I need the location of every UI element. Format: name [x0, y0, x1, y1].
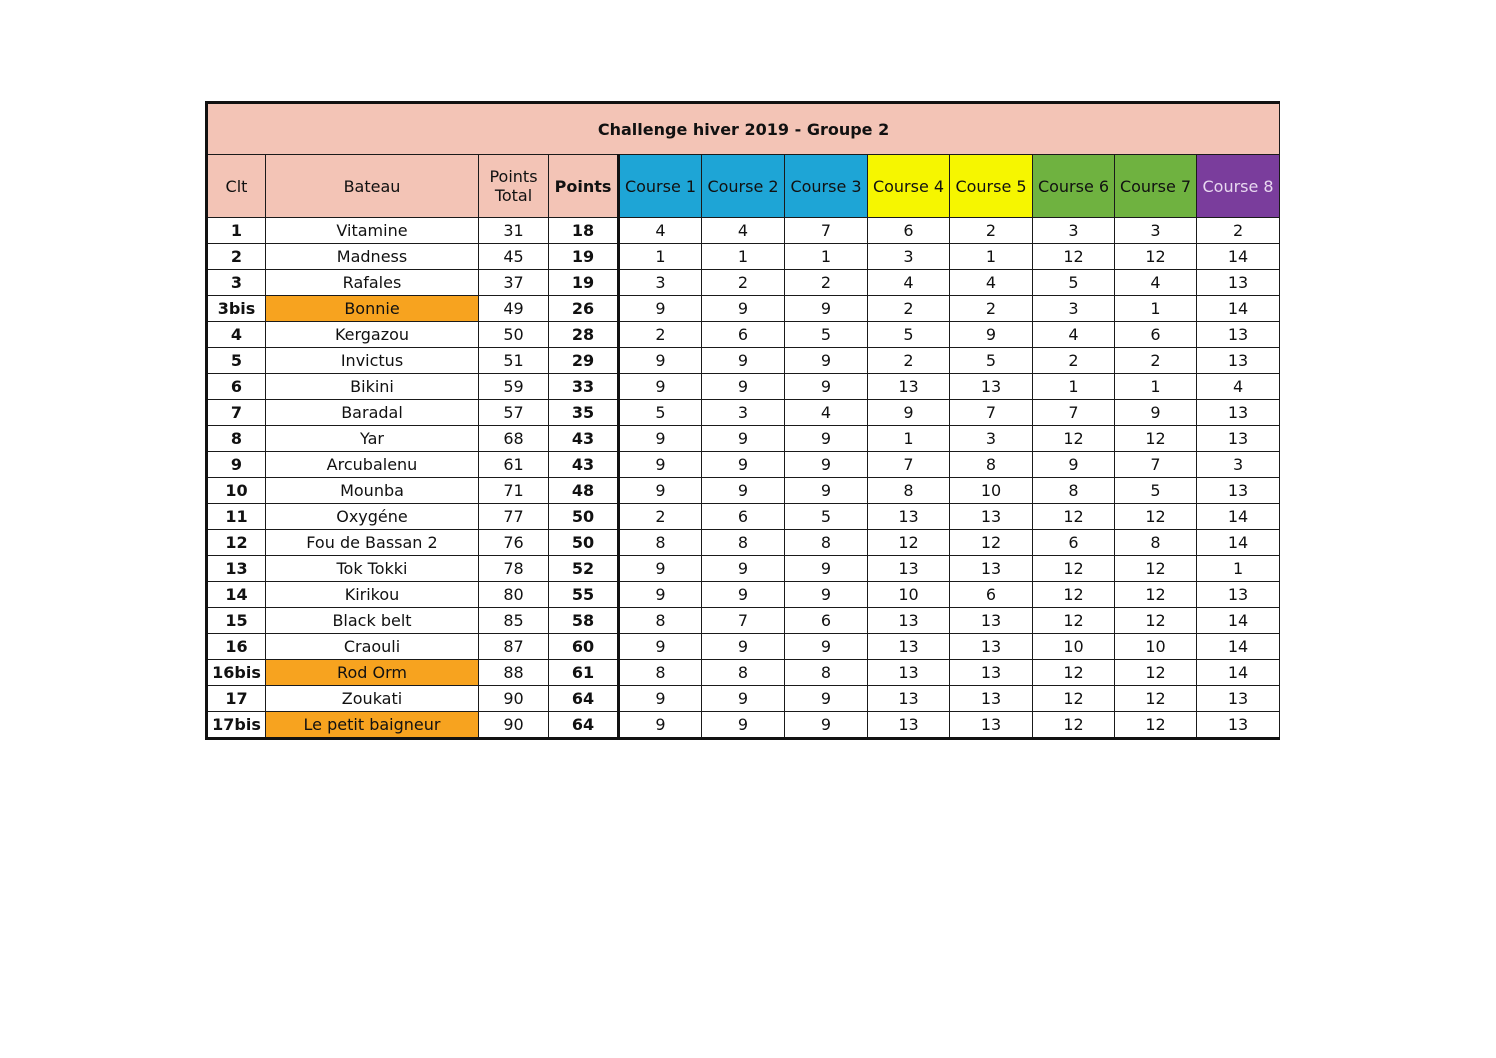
- course-1-cell: 2: [619, 322, 702, 348]
- course-5-cell: 8: [950, 452, 1033, 478]
- course-6-cell: 2: [1033, 348, 1115, 374]
- course-2-cell: 3: [702, 400, 785, 426]
- boat-name-cell: Bonnie: [266, 296, 479, 322]
- course-6-cell: 12: [1033, 582, 1115, 608]
- course-4-cell: 6: [868, 218, 950, 244]
- boat-name-cell: Fou de Bassan 2: [266, 530, 479, 556]
- course-1-cell: 1: [619, 244, 702, 270]
- course-5-cell: 13: [950, 660, 1033, 686]
- boat-name-cell: Kirikou: [266, 582, 479, 608]
- course-1-cell: 4: [619, 218, 702, 244]
- rank-cell: 6: [207, 374, 266, 400]
- results-table: [205, 101, 1280, 740]
- boat-name-cell: Zoukati: [266, 686, 479, 712]
- course-8-cell: 13: [1197, 400, 1280, 426]
- course-5-cell: 4: [950, 270, 1033, 296]
- header-clt[interactable]: Clt: [207, 155, 266, 218]
- course-6-cell: 4: [1033, 322, 1115, 348]
- boat-name-cell: Le petit baigneur: [266, 712, 479, 739]
- course-8-cell: 13: [1197, 712, 1280, 739]
- course-1-cell: 8: [619, 660, 702, 686]
- points-cell: 35: [549, 400, 619, 426]
- course-6-cell: 6: [1033, 530, 1115, 556]
- table-row: [207, 348, 1280, 374]
- course-1-cell: 9: [619, 712, 702, 739]
- course-8-cell: 14: [1197, 296, 1280, 322]
- course-8-cell: 13: [1197, 426, 1280, 452]
- course-4-cell: 2: [868, 296, 950, 322]
- points-total-cell: 37: [479, 270, 549, 296]
- rank-cell: 2: [207, 244, 266, 270]
- boat-name-cell: Kergazou: [266, 322, 479, 348]
- course-8-cell: 3: [1197, 452, 1280, 478]
- course-6-cell: 12: [1033, 712, 1115, 739]
- points-total-cell: 45: [479, 244, 549, 270]
- course-6-cell: 1: [1033, 374, 1115, 400]
- course-7-cell: 1: [1115, 374, 1197, 400]
- points-cell: 33: [549, 374, 619, 400]
- course-6-cell: 12: [1033, 244, 1115, 270]
- course-1-cell: 8: [619, 530, 702, 556]
- course-4-cell: 13: [868, 712, 950, 739]
- boat-name-cell: Mounba: [266, 478, 479, 504]
- rank-cell: 13: [207, 556, 266, 582]
- table-row: [207, 660, 1280, 686]
- rank-cell: 16: [207, 634, 266, 660]
- course-5-cell: 13: [950, 712, 1033, 739]
- course-8-cell: 14: [1197, 660, 1280, 686]
- course-3-cell: 4: [785, 400, 868, 426]
- course-6-cell: 8: [1033, 478, 1115, 504]
- course-8-cell: 1: [1197, 556, 1280, 582]
- course-3-cell: 6: [785, 608, 868, 634]
- course-3-cell: 5: [785, 504, 868, 530]
- course-1-cell: 9: [619, 348, 702, 374]
- rank-cell: 10: [207, 478, 266, 504]
- course-2-cell: 9: [702, 348, 785, 374]
- table-row: [207, 530, 1280, 556]
- course-5-cell: 9: [950, 322, 1033, 348]
- course-7-cell: 12: [1115, 426, 1197, 452]
- course-1-cell: 9: [619, 452, 702, 478]
- course-6-cell: 3: [1033, 218, 1115, 244]
- points-cell: 52: [549, 556, 619, 582]
- header-course-1[interactable]: Course 1: [619, 155, 702, 218]
- course-4-cell: 13: [868, 686, 950, 712]
- points-total-cell: 71: [479, 478, 549, 504]
- course-2-cell: 9: [702, 686, 785, 712]
- points-total-cell: 68: [479, 426, 549, 452]
- table-row: [207, 478, 1280, 504]
- course-7-cell: 3: [1115, 218, 1197, 244]
- course-5-cell: 2: [950, 218, 1033, 244]
- course-3-cell: 8: [785, 530, 868, 556]
- course-3-cell: 9: [785, 348, 868, 374]
- course-6-cell: 9: [1033, 452, 1115, 478]
- course-5-cell: 13: [950, 556, 1033, 582]
- rank-cell: 17bis: [207, 712, 266, 739]
- points-cell: 28: [549, 322, 619, 348]
- points-cell: 64: [549, 686, 619, 712]
- header-course-2[interactable]: Course 2: [702, 155, 785, 218]
- table-row: [207, 244, 1280, 270]
- course-4-cell: 4: [868, 270, 950, 296]
- course-3-cell: 1: [785, 244, 868, 270]
- course-7-cell: 12: [1115, 660, 1197, 686]
- header-course-8[interactable]: Course 8: [1197, 155, 1280, 218]
- course-5-cell: 7: [950, 400, 1033, 426]
- course-6-cell: 7: [1033, 400, 1115, 426]
- course-4-cell: 13: [868, 660, 950, 686]
- course-8-cell: 4: [1197, 374, 1280, 400]
- course-6-cell: 12: [1033, 426, 1115, 452]
- course-6-cell: 12: [1033, 556, 1115, 582]
- results-sheet: [205, 101, 1278, 740]
- course-5-cell: 13: [950, 608, 1033, 634]
- course-8-cell: 13: [1197, 322, 1280, 348]
- header-points[interactable]: Points: [549, 155, 619, 218]
- course-6-cell: 5: [1033, 270, 1115, 296]
- course-1-cell: 9: [619, 556, 702, 582]
- course-1-cell: 8: [619, 608, 702, 634]
- header-course-3[interactable]: Course 3: [785, 155, 868, 218]
- course-5-cell: 3: [950, 426, 1033, 452]
- table-row: [207, 634, 1280, 660]
- course-8-cell: 14: [1197, 608, 1280, 634]
- course-3-cell: 9: [785, 582, 868, 608]
- course-4-cell: 1: [868, 426, 950, 452]
- course-4-cell: 3: [868, 244, 950, 270]
- course-8-cell: 13: [1197, 270, 1280, 296]
- course-2-cell: 9: [702, 556, 785, 582]
- course-7-cell: 12: [1115, 608, 1197, 634]
- points-total-cell: 77: [479, 504, 549, 530]
- course-3-cell: 9: [785, 296, 868, 322]
- table-row: [207, 452, 1280, 478]
- points-total-cell: 80: [479, 582, 549, 608]
- header-row: [207, 155, 1280, 218]
- boat-name-cell: Tok Tokki: [266, 556, 479, 582]
- points-total-cell: 49: [479, 296, 549, 322]
- header-course-4[interactable]: Course 4: [868, 155, 950, 218]
- course-1-cell: 9: [619, 582, 702, 608]
- course-3-cell: 9: [785, 556, 868, 582]
- course-8-cell: 2: [1197, 218, 1280, 244]
- points-total-cell: 88: [479, 660, 549, 686]
- course-2-cell: 9: [702, 296, 785, 322]
- boat-name-cell: Arcubalenu: [266, 452, 479, 478]
- course-4-cell: 13: [868, 608, 950, 634]
- course-6-cell: 12: [1033, 608, 1115, 634]
- table-row: [207, 296, 1280, 322]
- course-5-cell: 10: [950, 478, 1033, 504]
- course-2-cell: 9: [702, 478, 785, 504]
- points-cell: 50: [549, 530, 619, 556]
- course-1-cell: 9: [619, 296, 702, 322]
- course-8-cell: 14: [1197, 634, 1280, 660]
- boat-name-cell: Invictus: [266, 348, 479, 374]
- points-total-cell: 57: [479, 400, 549, 426]
- rank-cell: 11: [207, 504, 266, 530]
- course-5-cell: 5: [950, 348, 1033, 374]
- course-5-cell: 2: [950, 296, 1033, 322]
- points-total-cell: 59: [479, 374, 549, 400]
- course-7-cell: 12: [1115, 556, 1197, 582]
- points-total-cell: 90: [479, 686, 549, 712]
- course-7-cell: 4: [1115, 270, 1197, 296]
- rank-cell: 15: [207, 608, 266, 634]
- points-cell: 19: [549, 270, 619, 296]
- course-7-cell: 6: [1115, 322, 1197, 348]
- course-4-cell: 9: [868, 400, 950, 426]
- course-6-cell: 10: [1033, 634, 1115, 660]
- table-row: [207, 426, 1280, 452]
- course-4-cell: 13: [868, 556, 950, 582]
- table-row: [207, 218, 1280, 244]
- boat-name-cell: Baradal: [266, 400, 479, 426]
- points-cell: 18: [549, 218, 619, 244]
- points-total-cell: 78: [479, 556, 549, 582]
- course-6-cell: 12: [1033, 504, 1115, 530]
- points-cell: 48: [549, 478, 619, 504]
- course-2-cell: 8: [702, 530, 785, 556]
- course-3-cell: 2: [785, 270, 868, 296]
- table-row: [207, 556, 1280, 582]
- course-3-cell: 9: [785, 712, 868, 739]
- points-total-cell: 90: [479, 712, 549, 739]
- course-4-cell: 12: [868, 530, 950, 556]
- course-5-cell: 6: [950, 582, 1033, 608]
- course-8-cell: 14: [1197, 530, 1280, 556]
- rank-cell: 12: [207, 530, 266, 556]
- points-cell: 43: [549, 452, 619, 478]
- points-cell: 50: [549, 504, 619, 530]
- course-2-cell: 4: [702, 218, 785, 244]
- course-3-cell: 5: [785, 322, 868, 348]
- course-4-cell: 5: [868, 322, 950, 348]
- course-5-cell: 13: [950, 634, 1033, 660]
- course-8-cell: 13: [1197, 582, 1280, 608]
- rank-cell: 4: [207, 322, 266, 348]
- course-4-cell: 10: [868, 582, 950, 608]
- header-points-total-line2: Total: [494, 186, 533, 205]
- header-course-5[interactable]: Course 5: [950, 155, 1033, 218]
- points-cell: 29: [549, 348, 619, 374]
- table-row: [207, 582, 1280, 608]
- course-7-cell: 8: [1115, 530, 1197, 556]
- course-7-cell: 9: [1115, 400, 1197, 426]
- course-7-cell: 12: [1115, 686, 1197, 712]
- course-5-cell: 13: [950, 374, 1033, 400]
- rank-cell: 3: [207, 270, 266, 296]
- course-3-cell: 8: [785, 660, 868, 686]
- rank-cell: 9: [207, 452, 266, 478]
- course-1-cell: 9: [619, 686, 702, 712]
- points-total-cell: 85: [479, 608, 549, 634]
- course-1-cell: 9: [619, 634, 702, 660]
- table-row: [207, 374, 1280, 400]
- points-total-cell: 61: [479, 452, 549, 478]
- course-8-cell: 13: [1197, 348, 1280, 374]
- rank-cell: 3bis: [207, 296, 266, 322]
- boat-name-cell: Vitamine: [266, 218, 479, 244]
- boat-name-cell: Rod Orm: [266, 660, 479, 686]
- course-6-cell: 12: [1033, 686, 1115, 712]
- table-row: [207, 400, 1280, 426]
- table-row: [207, 322, 1280, 348]
- course-2-cell: 1: [702, 244, 785, 270]
- course-2-cell: 9: [702, 452, 785, 478]
- rank-cell: 5: [207, 348, 266, 374]
- boat-name-cell: Madness: [266, 244, 479, 270]
- boat-name-cell: Oxygéne: [266, 504, 479, 530]
- course-2-cell: 6: [702, 322, 785, 348]
- points-cell: 64: [549, 712, 619, 739]
- header-course-7[interactable]: Course 7: [1115, 155, 1197, 218]
- course-3-cell: 7: [785, 218, 868, 244]
- points-cell: 26: [549, 296, 619, 322]
- course-1-cell: 9: [619, 374, 702, 400]
- course-7-cell: 12: [1115, 244, 1197, 270]
- table-row: [207, 686, 1280, 712]
- boat-name-cell: Rafales: [266, 270, 479, 296]
- course-3-cell: 9: [785, 686, 868, 712]
- course-5-cell: 12: [950, 530, 1033, 556]
- points-total-cell: 31: [479, 218, 549, 244]
- rank-cell: 1: [207, 218, 266, 244]
- course-3-cell: 9: [785, 426, 868, 452]
- boat-name-cell: Black belt: [266, 608, 479, 634]
- course-2-cell: 9: [702, 374, 785, 400]
- course-5-cell: 13: [950, 686, 1033, 712]
- points-cell: 58: [549, 608, 619, 634]
- course-8-cell: 13: [1197, 478, 1280, 504]
- course-7-cell: 5: [1115, 478, 1197, 504]
- course-7-cell: 1: [1115, 296, 1197, 322]
- course-2-cell: 2: [702, 270, 785, 296]
- table-row: [207, 608, 1280, 634]
- course-1-cell: 9: [619, 426, 702, 452]
- course-4-cell: 13: [868, 374, 950, 400]
- course-4-cell: 2: [868, 348, 950, 374]
- boat-name-cell: Bikini: [266, 374, 479, 400]
- course-6-cell: 3: [1033, 296, 1115, 322]
- course-7-cell: 10: [1115, 634, 1197, 660]
- course-2-cell: 6: [702, 504, 785, 530]
- course-1-cell: 3: [619, 270, 702, 296]
- points-cell: 43: [549, 426, 619, 452]
- table-title: Challenge hiver 2019 - Groupe 2: [207, 103, 1280, 155]
- course-3-cell: 9: [785, 634, 868, 660]
- header-course-6[interactable]: Course 6: [1033, 155, 1115, 218]
- header-bateau[interactable]: Bateau: [266, 155, 479, 218]
- course-2-cell: 8: [702, 660, 785, 686]
- rank-cell: 17: [207, 686, 266, 712]
- course-3-cell: 9: [785, 478, 868, 504]
- course-2-cell: 9: [702, 634, 785, 660]
- header-points-total[interactable]: [479, 155, 549, 218]
- course-2-cell: 9: [702, 426, 785, 452]
- results-body: [207, 218, 1280, 739]
- points-cell: 61: [549, 660, 619, 686]
- course-7-cell: 12: [1115, 712, 1197, 739]
- course-7-cell: 12: [1115, 582, 1197, 608]
- points-cell: 19: [549, 244, 619, 270]
- course-4-cell: 13: [868, 504, 950, 530]
- points-total-cell: 87: [479, 634, 549, 660]
- course-8-cell: 13: [1197, 686, 1280, 712]
- rank-cell: 14: [207, 582, 266, 608]
- points-cell: 55: [549, 582, 619, 608]
- course-1-cell: 5: [619, 400, 702, 426]
- course-5-cell: 13: [950, 504, 1033, 530]
- points-cell: 60: [549, 634, 619, 660]
- boat-name-cell: Yar: [266, 426, 479, 452]
- course-7-cell: 2: [1115, 348, 1197, 374]
- points-total-cell: 51: [479, 348, 549, 374]
- course-5-cell: 1: [950, 244, 1033, 270]
- rank-cell: 16bis: [207, 660, 266, 686]
- course-7-cell: 7: [1115, 452, 1197, 478]
- course-3-cell: 9: [785, 452, 868, 478]
- points-total-cell: 76: [479, 530, 549, 556]
- course-4-cell: 7: [868, 452, 950, 478]
- course-6-cell: 12: [1033, 660, 1115, 686]
- points-total-cell: 50: [479, 322, 549, 348]
- course-2-cell: 9: [702, 712, 785, 739]
- course-2-cell: 9: [702, 582, 785, 608]
- course-3-cell: 9: [785, 374, 868, 400]
- course-7-cell: 12: [1115, 504, 1197, 530]
- header-points-total-line1: Points: [489, 167, 538, 186]
- course-8-cell: 14: [1197, 504, 1280, 530]
- table-row: [207, 504, 1280, 530]
- course-4-cell: 13: [868, 634, 950, 660]
- boat-name-cell: Craouli: [266, 634, 479, 660]
- table-row: [207, 270, 1280, 296]
- table-row: [207, 712, 1280, 739]
- course-2-cell: 7: [702, 608, 785, 634]
- course-1-cell: 9: [619, 478, 702, 504]
- course-8-cell: 14: [1197, 244, 1280, 270]
- rank-cell: 8: [207, 426, 266, 452]
- course-1-cell: 2: [619, 504, 702, 530]
- rank-cell: 7: [207, 400, 266, 426]
- course-4-cell: 8: [868, 478, 950, 504]
